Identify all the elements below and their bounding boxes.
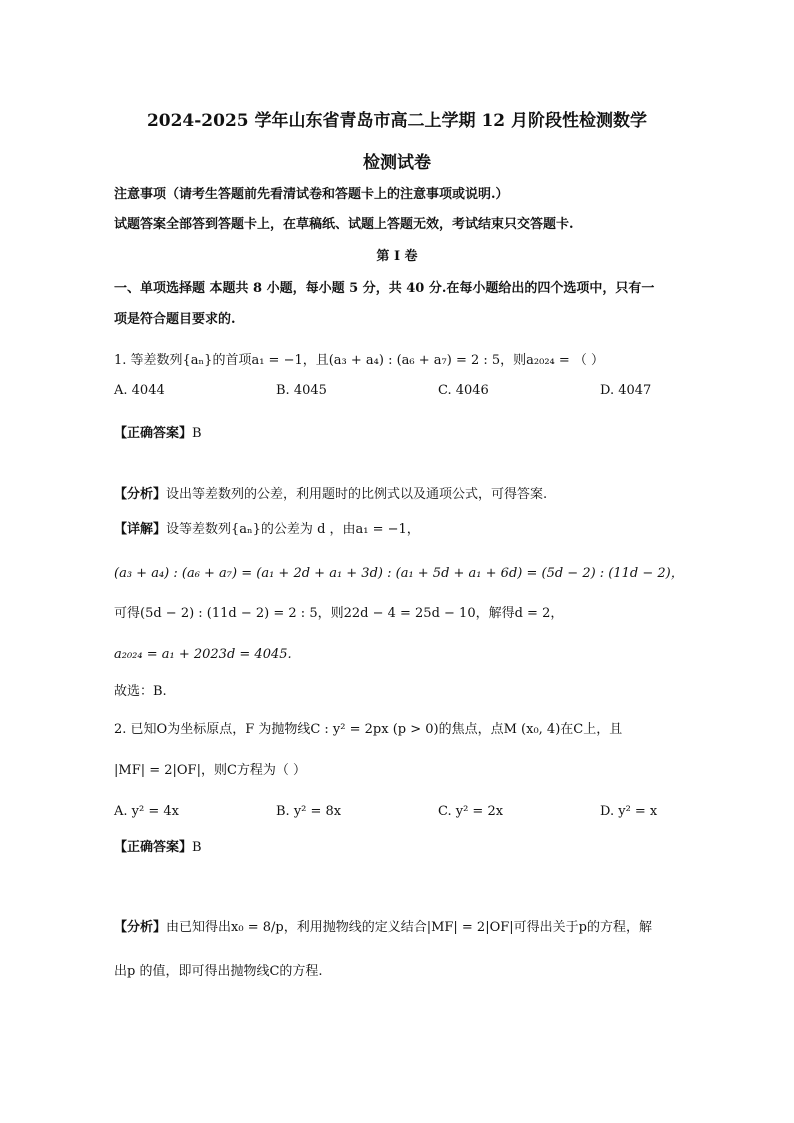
q1-detail1 [114, 521, 420, 539]
q2-answer-tag: 【正确答案】 [114, 840, 193, 855]
q2-answer-value: B [192, 840, 202, 855]
q2-analysis1-text: 由已知得出x₀ = 8/p，利用抛物线的定义结合|MF| = 2|OF|可得出关于p的方程，解 [166, 920, 652, 935]
page-title-line2: 检测试卷 [363, 153, 431, 173]
q1-choose: 故选：B. [114, 684, 167, 699]
q2-option-b: B. y² = 8x [276, 804, 342, 819]
q2-answer [114, 839, 202, 857]
q1-detail4: a₂₀₂₄ = a₁ + 2023d = 4045. [114, 647, 292, 662]
notice-line1: 注意事项（请考生答题前先看清试卷和答题卡上的注意事项或说明.） [114, 187, 509, 202]
q1-stem: 1. 等差数列{aₙ}的首项a₁ = −1，且(a₃ + a₄) : (a₆ + a₇) = 2 : 5，则a₂₀₂₄ = （ ） [114, 353, 605, 368]
q2-stem2: |MF| = 2|OF|，则C方程为（ ） [114, 763, 307, 778]
q1-answer-tag: 【正确答案】 [114, 426, 193, 441]
section1-line1: 一、单项选择题 本题共 8 小题，每小题 5 分，共 40 分.在每小题给出的四个选项中，只有一 [114, 281, 655, 296]
q1-detail-tag: 【详解】 [114, 522, 167, 537]
section1-line2: 项是符合题目要求的. [114, 312, 236, 327]
q1-analysis-text: 设出等差数列的公差，利用题时的比例式以及通项公式，可得答案. [166, 487, 548, 502]
q1-detail2: (a₃ + a₄) : (a₆ + a₇) = (a₁ + 2d + a₁ + 3d) : (a₁ + 5d + a₁ + 6d) = (5d − 2) : (11d − 2)， [114, 566, 684, 581]
q1-detail1-text: 设等差数列{aₙ}的公差为 d ，由a₁ = −1， [166, 522, 420, 537]
q1-answer [114, 425, 202, 443]
q2-analysis1 [114, 919, 652, 937]
q2-option-d: D. y² = x [600, 804, 658, 819]
q1-option-c: C. 4046 [438, 383, 489, 398]
page-title-line1: 2024-2025 学年山东省青岛市高二上学期 12 月阶段性检测数学 [146, 111, 648, 131]
q2-analysis2: 出p 的值，即可得出抛物线C的方程. [114, 964, 323, 979]
part-label: 第 I 卷 [376, 249, 418, 264]
q2-analysis-tag: 【分析】 [114, 920, 167, 935]
q1-option-a: A. 4044 [114, 383, 165, 398]
q1-analysis [114, 486, 547, 504]
notice-line2: 试题答案全部答到答题卡上，在草稿纸、试题上答题无效，考试结束只交答题卡. [114, 217, 574, 232]
q2-option-a: A. y² = 4x [114, 804, 179, 819]
q2-option-c: C. y² = 2x [438, 804, 504, 819]
q1-option-d: D. 4047 [600, 383, 652, 398]
q1-analysis-tag: 【分析】 [114, 487, 167, 502]
q1-answer-value: B [192, 426, 202, 441]
q1-option-b: B. 4045 [276, 383, 327, 398]
q2-stem1: 2. 已知O为坐标原点，F 为抛物线C : y² = 2px (p > 0)的焦点，点M (x₀, 4)在C上，且 [114, 722, 623, 737]
q1-detail3: 可得(5d − 2) : (11d − 2) = 2 : 5，则22d − 4 = 25d − 10，解得d = 2， [114, 606, 564, 621]
